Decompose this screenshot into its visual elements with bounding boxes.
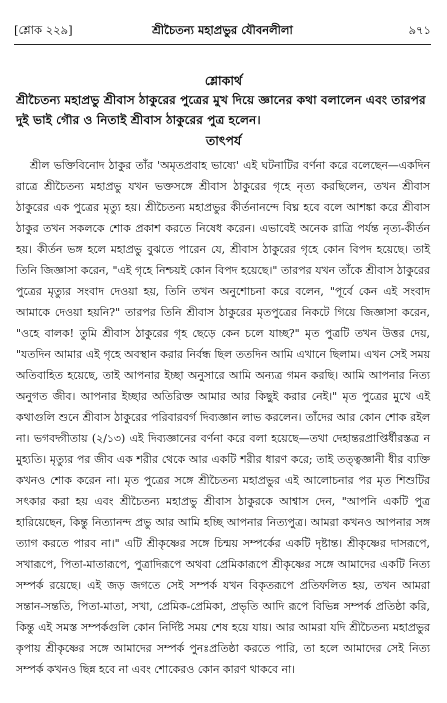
purport-paragraph: শ্রীল ভক্তিবিনোদ ঠাকুর তাঁর 'অমৃতপ্রবাহ ভাষ্যে' এই ঘটনাটির বর্ণনা করে বলেছেন—একদিন রাত্রে শ্রীচৈতন্য মহাপ্রভু যখন ভক্তসঙ্গে শ্রীবাস ঠাকুরের গৃহে নৃত্য করছিলেন, তখন শ্রীবাস ঠাকুরের এক পুত্রের মৃত্যু হয়। শ্রীচৈতন্য মহাপ্রভুর কীর্তনানন্দে বিঘ্ন হবে বলে আশঙ্কা করে শ্রীবাস ঠাকুর তখন সকলকে শোক প্রকাশ করতে নিষেধ করেন। এভাবেই অনেক রাত্রি পর্যন্ত নৃত্য-কীর্তন হয়। কীর্তন ভঙ্গ হলে মহাপ্রভু বুঝতে পারেন যে, শ্রীবাস ঠাকুরের গৃহে কোন বিপদ হয়েছে। তাই তিনি জিজ্ঞাসা করেন, "এই গৃহে নিশ্চয়ই কোন বিপদ হয়েছে।" তারপর যখন তাঁকে শ্রীবাস ঠাকুরের পুত্রের মৃত্যুর সংবাদ দেওয়া হয়, তিনি তখন অনুশোচনা করে বলেন, "পূর্বে কেন এই সংবাদ আমাকে দেওয়া হয়নি?" তারপর তিনি শ্রীবাস ঠাকুরের মৃতপুত্রের নিকটে গিয়ে জিজ্ঞাসা করেন, "ওহে বালক! তুমি শ্রীবাস ঠাকুরের গৃহ ছেড়ে কেন চলে যাচ্ছ?" মৃত পুত্রটি তখন উত্তর দেয়, "যতদিন আমার এই গৃহে অবস্থান করার নির্বন্ধ ছিল ততদিন আমি এখানে ছিলাম। এখন সেই সময় অতিবাহিত হয়েছে, তাই আপনার ইচ্ছা অনুসারে আমি অন্যত্র গমন করছি। আমি আপনার নিত্য অনুগত জীব। আপনার ইচ্ছার অতিরিক্ত আমার আর কিছুই করার নেই।" মৃত পুত্রের মুখে এই কথাগুলি শুনে শ্রীবাস ঠাকুরের পরিবারবর্গ দিব্যজ্ঞান লাভ করলেন। তাঁদের আর কোন শোক রইল না। ভগবদ্গীতায় (২/১৩) এই দিব্যজ্ঞানের বর্ণনা করে বলা হয়েছে—তথা দেহান্তরপ্রাপ্তির্ধীরস্তত্র ন মুহ্যতি। মৃত্যুর পর জীব এক শরীর থেকে আর একটি শরীর ধারণ করে; তাই তত্ত্বজ্ঞানী ধীর ব্যক্তি কখনও শোক করেন না। মৃত পুত্রের সঙ্গে শ্রীচৈতন্য মহাপ্রভুর এই আলোচনার পর মৃত শিশুটির সৎকার করা হয় এবং শ্রীচৈতন্য মহাপ্রভু শ্রীবাস ঠাকুরকে আশ্বাস দেন, "আপনি একটি পুত্র হারিয়েছেন, কিন্তু নিত্যানন্দ প্রভু আর আমি হচ্ছি আপনার নিত্যপুত্র। আমরা কখনও আপনার সঙ্গ ত্যাগ করতে পারব না।" এটি শ্রীকৃষ্ণের সঙ্গে চিন্ময় সম্পর্কের একটি দৃষ্টান্ত। শ্রীকৃষ্ণের দাসরূপে, সখারূপে, পিতা-মাতারূপে, পুত্রাদিরূপে অথবা প্রেমিকারূপে শ্রীকৃষ্ণের সঙ্গে আমাদের একটি নিত্য সম্পর্ক রয়েছে। এই জড় জগতে সেই সম্পর্ক যখন বিকৃতরূপে প্রতিফলিত হয়, তখন আমরা সন্তান-সন্ততি, পিতা-মাতা, সখা, প্রেমিক-প্রেমিকা, প্রভৃতি আদি রূপে বিভিন্ন সম্পর্ক প্রতিষ্ঠা করি, কিন্তু এই সমস্ত সম্পর্কগুলি কোন নির্দিষ্ট সময় শেষ হয়ে যায়। আর আমরা যদি শ্রীচৈতন্য মহাপ্রভুর কৃপায় শ্রীকৃষ্ণের সঙ্গে আমাদের সম্পর্ক পুনঃপ্রতিষ্ঠা করতে পারি, তা হলে আমাদের সেই নিত্য সম্পর্ক কখনও ছিন্ন হবে না এবং শোকেরও কোন কারণ থাকবে না। <box>16 159 430 676</box>
running-title: শ্রীচৈতন্য মহাপ্রভুর যৌবনলীলা <box>152 23 293 37</box>
page-header <box>14 22 431 45</box>
purport-heading: তাৎপর্য <box>205 133 242 148</box>
translation-heading: শ্লোকার্থ <box>204 73 243 88</box>
page-number: ৯৭১ <box>408 23 431 37</box>
purport-body <box>16 155 430 680</box>
verse-reference: [শ্লোক ২২৯] <box>14 23 73 37</box>
translation-text: শ্রীচৈতন্য মহাপ্রভু শ্রীবাস ঠাকুরের পুত্রের মুখ দিয়ে জ্ঞানের কথা বলালেন এবং তারপর দুই ভাই গৌর ও নিতাই শ্রীবাস ঠাকুরের পুত্র হলেন। <box>16 93 426 127</box>
